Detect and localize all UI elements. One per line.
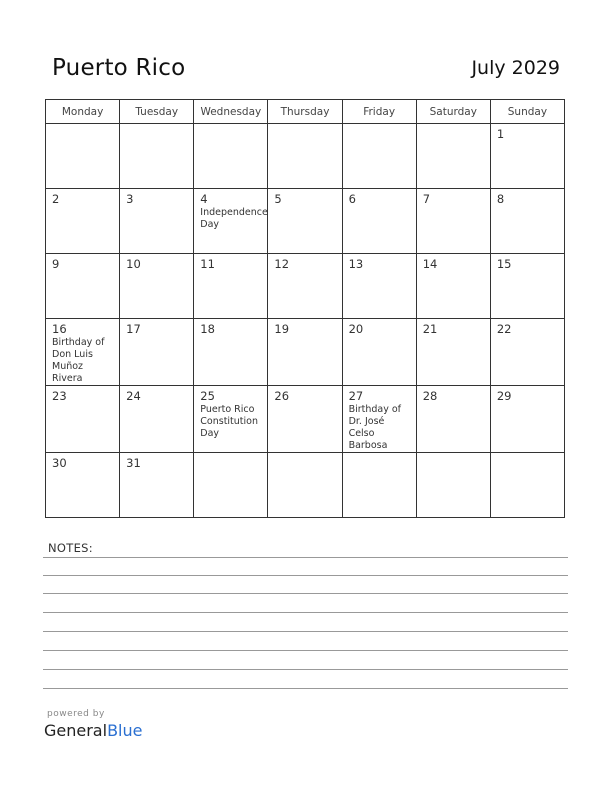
day-cell (120, 124, 194, 189)
brand-general: General (44, 721, 108, 740)
note-line (43, 688, 568, 689)
day-cell (194, 254, 268, 319)
holiday-label: Birthday of Don Luis Muñoz Rivera (52, 337, 105, 384)
day-cell (46, 124, 120, 189)
day-cell (490, 124, 564, 189)
day-number: 23 (52, 389, 67, 403)
day-cell (268, 386, 342, 453)
day-number: 21 (422, 322, 438, 336)
day-cell (194, 319, 268, 386)
day-number: 2 (52, 192, 60, 206)
day-cell (120, 453, 194, 518)
day-number: 27 (348, 389, 364, 403)
week-row (46, 386, 565, 453)
day-cell (46, 319, 120, 386)
day-number: 31 (126, 456, 141, 470)
day-cell (416, 124, 490, 189)
day-cell (120, 319, 194, 386)
note-line (43, 669, 568, 670)
day-cell (416, 453, 490, 518)
day-cell (194, 124, 268, 189)
day-cell (342, 189, 416, 254)
day-number: 7 (422, 192, 431, 206)
day-cell (490, 319, 564, 386)
day-cell (46, 386, 120, 453)
day-number: 30 (52, 456, 67, 470)
day-cell (46, 254, 120, 319)
day-number: 15 (496, 257, 512, 271)
day-number: 4 (200, 192, 208, 206)
day-number: 25 (200, 389, 215, 403)
week-row (46, 124, 565, 189)
day-cell (268, 124, 342, 189)
day-number: 19 (274, 322, 290, 336)
day-number: 10 (126, 257, 141, 271)
day-number: 16 (52, 322, 67, 336)
day-number: 20 (348, 322, 364, 336)
holiday-label: Independence Day (200, 207, 268, 230)
weekday-header-row (46, 100, 565, 124)
weekday-tuesday: Tuesday (120, 100, 194, 124)
note-line (43, 612, 568, 613)
day-cell (46, 189, 120, 254)
week-row (46, 189, 565, 254)
note-line (43, 575, 568, 576)
holiday-label: Puerto Rico Constitution Day (200, 404, 259, 439)
day-number: 11 (200, 257, 215, 271)
weekday-friday: Friday (342, 100, 416, 124)
page-title: Puerto Rico (52, 55, 186, 81)
powered-by-text: powered by (47, 709, 105, 719)
day-cell (194, 386, 268, 453)
notes-label: NOTES: (48, 541, 93, 555)
day-number: 14 (422, 257, 438, 271)
day-cell (342, 124, 416, 189)
day-number: 1 (496, 127, 505, 141)
note-line (43, 650, 568, 651)
note-line (43, 557, 568, 558)
day-cell (120, 189, 194, 254)
day-cell (416, 189, 490, 254)
weekday-sunday: Sunday (490, 100, 564, 124)
day-cell (416, 319, 490, 386)
day-cell (194, 189, 268, 254)
note-line (43, 631, 568, 632)
day-cell (342, 254, 416, 319)
day-number: 3 (126, 192, 134, 206)
day-cell (342, 453, 416, 518)
day-cell (268, 189, 342, 254)
day-cell (416, 254, 490, 319)
day-cell (46, 453, 120, 518)
day-cell (490, 189, 564, 254)
day-cell (268, 453, 342, 518)
day-number: 29 (496, 389, 512, 403)
week-row (46, 319, 565, 386)
day-cell (416, 386, 490, 453)
day-cell (490, 386, 564, 453)
day-number: 12 (274, 257, 290, 271)
day-number: 13 (348, 257, 364, 271)
calendar-grid (45, 99, 565, 518)
holiday-label: Birthday of Dr. José Celso Barbosa (348, 404, 402, 451)
weekday-thursday: Thursday (268, 100, 342, 124)
day-number: 24 (126, 389, 141, 403)
day-cell (268, 319, 342, 386)
weekday-monday: Monday (46, 100, 120, 124)
brand-blue: Blue (107, 721, 143, 740)
note-line (43, 593, 568, 594)
day-cell (342, 386, 416, 453)
day-cell (120, 386, 194, 453)
day-cell (120, 254, 194, 319)
day-number: 17 (126, 322, 141, 336)
day-cell (268, 254, 342, 319)
day-number: 6 (348, 192, 356, 206)
day-number: 9 (52, 257, 60, 271)
brand-logo (44, 721, 142, 740)
day-number: 26 (274, 389, 290, 403)
day-number: 28 (422, 389, 438, 403)
day-cell (342, 319, 416, 386)
weekday-saturday: Saturday (416, 100, 490, 124)
day-number: 22 (496, 322, 512, 336)
weekday-wednesday: Wednesday (194, 100, 268, 124)
week-row (46, 453, 565, 518)
day-cell (490, 254, 564, 319)
day-number: 8 (496, 192, 505, 206)
day-cell (490, 453, 564, 518)
day-number: 5 (274, 192, 282, 206)
day-cell (194, 453, 268, 518)
week-row (46, 254, 565, 319)
month-year: July 2029 (471, 57, 560, 79)
day-number: 18 (200, 322, 215, 336)
